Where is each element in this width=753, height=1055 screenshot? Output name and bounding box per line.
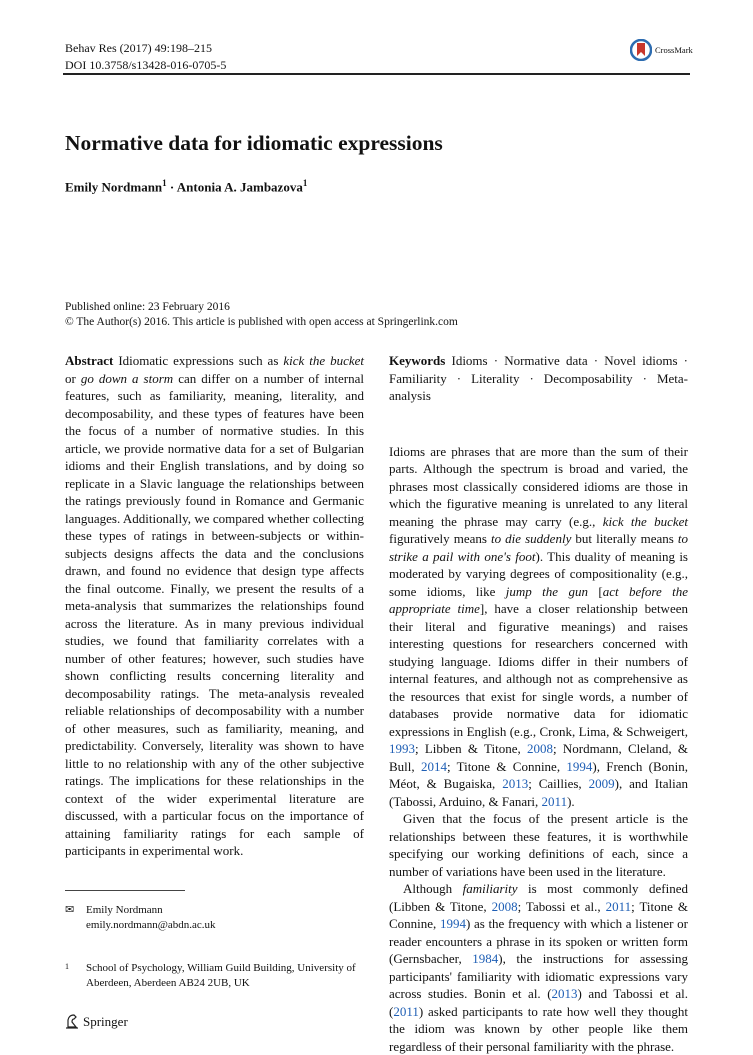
copyright-notice: © The Author(s) 2016. This article is published with open access at Springerlink.com [65, 315, 458, 330]
header-rule [63, 73, 690, 75]
text-run: figuratively means [389, 531, 491, 546]
corresponding-author [65, 903, 364, 933]
citation-link[interactable]: 2013 [552, 986, 578, 1001]
right-column [389, 352, 688, 1055]
italic-text: familiarity [463, 881, 518, 896]
crossmark-label: CrossMark [655, 45, 693, 55]
text-run: ), the instructions for assessing participants' familiarity with idiomatic expressions vary across studies. Bonin et al. ( [389, 951, 688, 1001]
text-run: Given that the focus of the present article is the relationships between these features, it is worthwhile specifying our working definitions of each, since a number of variations have been used in the literature. [389, 811, 688, 879]
italic-text: to strike a pail with one's foot [389, 531, 688, 564]
text-run: ; Nordmann, Cleland, & Bull, [389, 741, 688, 774]
affiliation [65, 961, 364, 991]
body-paragraph [389, 810, 688, 880]
published-date: Published online: 23 February 2016 [65, 300, 458, 315]
text-run: but literally means [571, 531, 678, 546]
contact-email[interactable]: emily.nordmann@abdn.ac.uk [86, 918, 215, 933]
text-run: ). [567, 794, 575, 809]
italic-text: kick the bucket [283, 353, 364, 368]
abstract [65, 352, 364, 860]
citation-link[interactable]: 1993 [389, 741, 415, 756]
keywords-label: Keywords [389, 353, 445, 368]
text-run: ; Libben & Titone, [415, 741, 527, 756]
abstract-label: Abstract [65, 353, 113, 368]
author-name[interactable]: Emily Nordmann [65, 179, 162, 194]
citation-link[interactable]: 2008 [492, 899, 518, 914]
affiliation-marker: 1 [303, 178, 308, 188]
keywords-list: Idioms · Normative data · Novel idioms · Familiarity · Literality · Decomposability · Meta-analysis [389, 353, 688, 403]
citation-link[interactable]: 2014 [421, 759, 447, 774]
citation-link[interactable]: 2011 [606, 899, 632, 914]
text-run: Idioms are phrases that are more than the sum of their parts. Although the spectrum is broad and varied, the phrases most classically considered idioms are those in which the figurative meaning is unrelated to any literal meaning the phrase may carry (e.g., [389, 444, 688, 529]
keywords-block [389, 352, 688, 405]
body-paragraph [389, 443, 688, 811]
text-run: ], have a closer relationship between their literal and figurative meanings) and raises interesting questions for researchers concerned with studying language. Idioms differ in their numbers of internal features, and although not as comprehensive as the resources that exist for single words, a number of databases provide normative data for idiomatic expressions in English (e.g., Cronk, Lima, & Schweigert, [389, 601, 688, 739]
citation-link[interactable]: 2011 [393, 1004, 419, 1019]
affiliation-marker: 1 [162, 178, 167, 188]
article-title: Normative data for idiomatic expressions [65, 131, 443, 156]
journal-citation: Behav Res (2017) 49:198–215 [65, 40, 212, 56]
author-separator: · [167, 179, 177, 194]
author-list [65, 178, 307, 195]
text-run: ) asked participants to rate how well they thought the idiom was known by other people like them regardless of their personal familiarity with the phrase. [389, 1004, 688, 1054]
citation-link[interactable]: 2008 [527, 741, 553, 756]
text-run: ) and Tabossi et al. ( [389, 986, 688, 1019]
text-run: is most commonly defined (Libben & Titone, [389, 881, 688, 914]
citation-link[interactable]: 2009 [589, 776, 615, 791]
citation-link[interactable]: 2011 [542, 794, 568, 809]
text-run: Idiomatic expressions such as [113, 353, 283, 368]
crossmark-badge[interactable] [630, 39, 693, 61]
text-run: can differ on a number of internal features, such as familiarity, meaning, literality, and decomposability, and these types of features have been the focus of a number of normative studies. In this article, we provide normative data for a set of Bulgarian idioms and their English translations, and by doing so replicate in a Slavic language the relationships between the ratings previously found in Romance and Germanic languages. Additionally, we compared whether collecting these types of ratings in between-subjects or within-subjects designs affects the data and the conclusions drawn, and found no evidence that design type affects the final outcome. Finally, we present the results of a meta-analysis that summarizes the relationships found across the literature. As in many previous individual studies, we found that familiarity correlates with a number of other features; however, such studies have shown conflicting results concerning literality and decomposability ratings. The meta-analysis revealed reliable relationships of decomposability with a number of other measures, such as familiarity, meaning, and predictability. Conversely, literality was shown to have little to no relationship with any of the other subjective ratings. The implications for these relationships in the context of the wider experimental literature are discussed, with a particular focus on the importance of attaining familiarity ratings for each sample of participants in experimental work. [65, 371, 364, 859]
body-column [389, 443, 688, 1055]
text-run: ), French (Bonin, Méot, & Bugaiska, [389, 759, 688, 792]
citation-link[interactable]: 1994 [566, 759, 592, 774]
italic-text: jump the gun [506, 584, 588, 599]
body-paragraph [389, 880, 688, 1055]
text-run: or [65, 371, 81, 386]
crossmark-icon [630, 39, 652, 61]
italic-text: to die suddenly [491, 531, 571, 546]
springer-horse-icon [65, 1014, 79, 1029]
left-column [65, 352, 364, 1030]
envelope-icon: ✉ [65, 903, 78, 933]
author-name[interactable]: Antonia A. Jambazova [177, 179, 303, 194]
publication-info [65, 300, 458, 330]
text-run: ). This duality of meaning is moderated by varying degrees of compositionality (e.g., some idioms, like [389, 549, 688, 599]
text-run: ), and Italian (Tabossi, Arduino, & Fanari, [389, 776, 688, 809]
text-run: ; Titone & Connine, [389, 899, 688, 932]
text-run: ; Titone & Connine, [447, 759, 566, 774]
text-run: ; Tabossi et al., [518, 899, 606, 914]
text-run: ) as the frequency with which a listener or reader encounters a phrase in its spoken or written form (Gernsbacher, [389, 916, 688, 966]
publisher-name: Springer [83, 1013, 128, 1031]
italic-text: go down a storm [81, 371, 173, 386]
text-run: [ [588, 584, 603, 599]
citation-link[interactable]: 2013 [502, 776, 528, 791]
citation-link[interactable]: 1984 [472, 951, 498, 966]
publisher-logo [65, 1013, 364, 1031]
contact-name: Emily Nordmann [86, 903, 215, 918]
citation-link[interactable]: 1994 [440, 916, 466, 931]
italic-text: act before the appropriate time [389, 584, 688, 617]
text-run: ; Caillies, [528, 776, 588, 791]
affiliation-number: 1 [65, 961, 78, 991]
italic-text: kick the bucket [603, 514, 688, 529]
doi[interactable]: DOI 10.3758/s13428-016-0705-5 [65, 57, 226, 73]
affiliation-text: School of Psychology, William Guild Building, University of Aberdeen, Aberdeen AB24 2UB, UK [86, 961, 364, 991]
footnote-rule [65, 890, 185, 891]
text-run: Although [403, 881, 463, 896]
